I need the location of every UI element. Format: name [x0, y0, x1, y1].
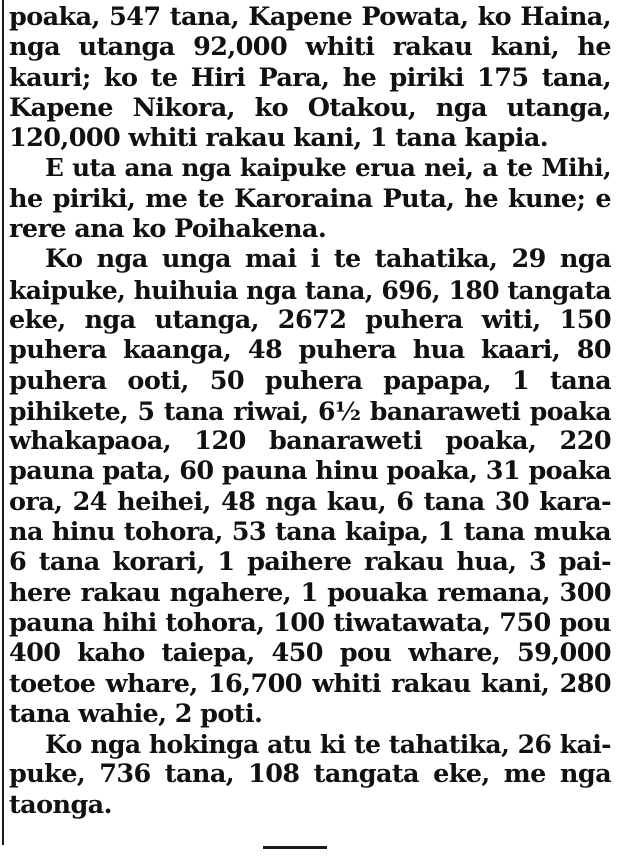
text-line: 120,000 whiti rakau kani, 1 tana kapia.	[9, 123, 549, 154]
paragraph-4	[9, 729, 611, 820]
text-line: here rakau ngahere, 1 pouaka remana, 300	[9, 577, 611, 608]
text-line: eke, nga utanga, 2672 puhera witi, 150	[9, 304, 611, 335]
text-line: pauna hihi tohora, 100 tiwatawata, 750 pou	[9, 607, 611, 638]
text-line: taonga.	[9, 789, 112, 820]
text-line: Kapene Nikora, ko Otakou, nga utanga,	[9, 92, 611, 123]
text-line: puhera ooti, 50 puhera papapa, 1 tana	[9, 365, 611, 396]
column-rule	[2, 0, 4, 845]
article-column	[9, 2, 611, 820]
text-line: Ko nga hokinga atu ki te tahatika, 26 kai-	[45, 729, 611, 760]
text-line: puhera kaanga, 48 puhera hua kaari, 80	[9, 335, 611, 366]
text-line: E uta ana nga kaipuke erua nei, a te Mihi,	[45, 153, 611, 183]
text-line: puke, 736 tana, 108 tangata eke, me nga	[9, 759, 611, 790]
text-line: 400 kaho taiepa, 450 pou whare, 59,000	[9, 638, 611, 669]
paragraph-2	[9, 153, 611, 244]
text-line: nga utanga 92,000 whiti rakau kani, he	[9, 32, 611, 63]
text-line: kaipuke, huihuia nga tana, 696, 180 tangata	[9, 274, 611, 305]
text-line: poaka, 547 tana, Kapene Powata, ko Haina,	[9, 2, 611, 32]
text-line: pauna pata, 60 pauna hinu poaka, 31 poaka	[9, 456, 611, 487]
text-line: tana wahie, 2 poti.	[9, 698, 263, 729]
text-line: Ko nga unga mai i te tahatika, 29 nga	[45, 244, 611, 275]
text-line: whakapaoa, 120 banaraweti poaka, 220	[9, 426, 611, 457]
text-line: kauri; ko te Hiri Para, he piriki 175 tana,	[9, 62, 611, 93]
text-line: toetoe whare, 16,700 whiti rakau kani, 280	[9, 668, 611, 699]
text-line: he piriki, me te Karoraina Puta, he kune; e	[9, 183, 611, 214]
paragraph-3	[9, 244, 611, 729]
paragraph-1	[9, 2, 611, 153]
text-line: 6 tana korari, 1 paihere rakau hua, 3 pai-	[9, 547, 611, 578]
text-line: pihikete, 5 tana riwai, 6½ banaraweti poaka	[9, 395, 611, 426]
text-line: na hinu tohora, 53 tana kaipa, 1 tana muka	[9, 517, 611, 548]
end-of-article-rule	[263, 846, 327, 849]
text-line: rere ana ko Poihakena.	[9, 214, 327, 245]
text-line: ora, 24 heihei, 48 nga kau, 6 tana 30 kara-	[9, 486, 611, 517]
